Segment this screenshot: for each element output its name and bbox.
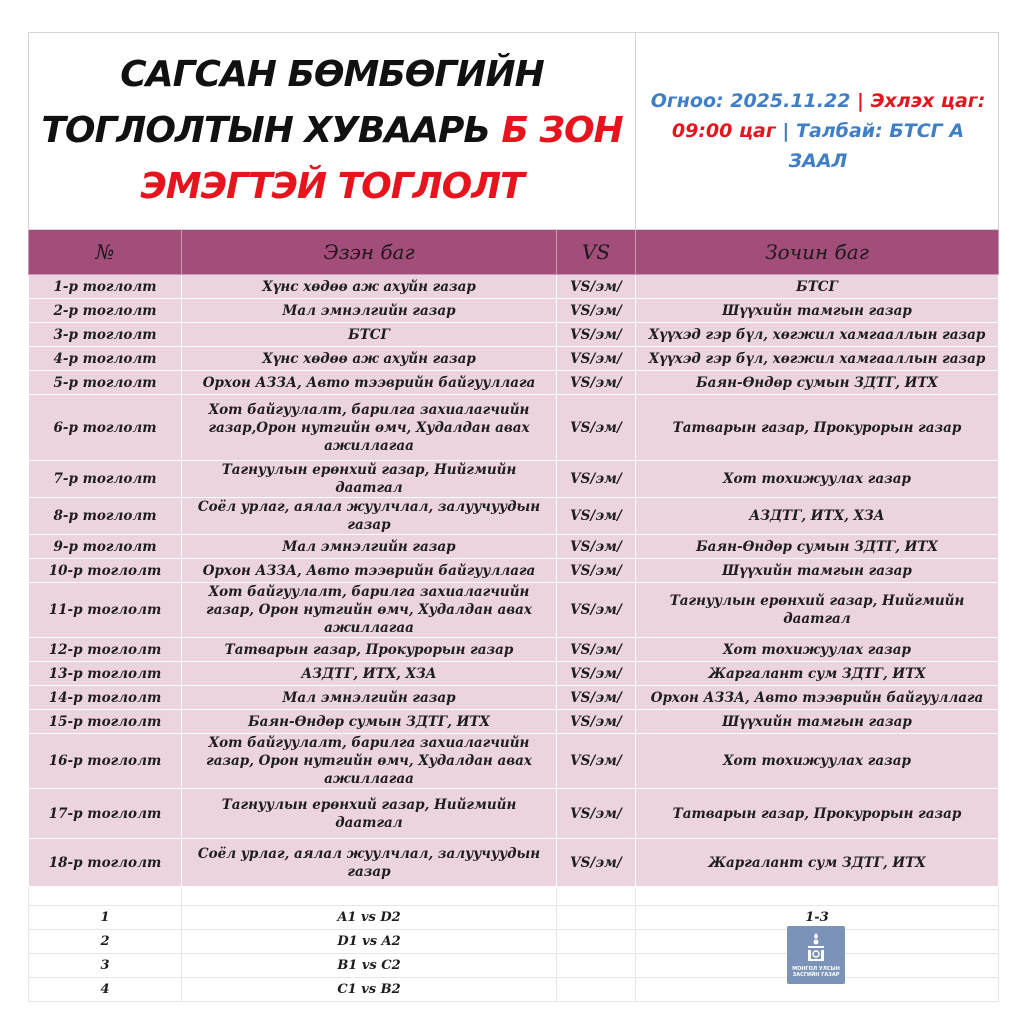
match-away-cell: Хүүхэд гэр бүл, хөгжил хамгааллын газар [636, 347, 999, 371]
match-num-cell: 5-р тоглолт [29, 371, 182, 395]
title-line-1: САГСАН БӨМБӨГИЙН [120, 54, 544, 95]
date-text: Огноо: 2025.11.22 [650, 90, 851, 112]
spacer-cell [557, 887, 636, 906]
match-home-cell: Мал эмнэлгийн газар [182, 535, 557, 559]
list-item [29, 930, 999, 954]
header-num: № [29, 230, 182, 275]
match-away-cell: Хот тохижуулах газар [636, 734, 999, 789]
match-num-cell: 9-р тоглолт [29, 535, 182, 559]
playoff-pair-cell: A1 vs D2 [182, 906, 557, 930]
match-num-cell: 17-р тоглолт [29, 789, 182, 839]
match-away-cell: Орхон АЗЗА, Авто тээврийн байгууллага [636, 686, 999, 710]
match-away-cell: Тагнуулын ерөнхий газар, Нийгмийн даатгал [636, 583, 999, 638]
match-vs-cell: VS/эм/ [557, 275, 636, 299]
list-item [29, 978, 999, 1002]
match-vs-cell: VS/эм/ [557, 461, 636, 498]
match-away-cell: Хот тохижуулах газар [636, 638, 999, 662]
playoff-num-cell: 1 [29, 906, 182, 930]
match-home-cell: Мал эмнэлгийн газар [182, 299, 557, 323]
match-num-cell: 10-р тоглолт [29, 559, 182, 583]
spacer-cell [636, 887, 999, 906]
match-away-cell: БТСГ [636, 275, 999, 299]
playoff-num-cell: 4 [29, 978, 182, 1002]
table-row [29, 299, 999, 323]
playoff-num-cell: 3 [29, 954, 182, 978]
match-home-cell: Хүнс хөдөө аж ахуйн газар [182, 347, 557, 371]
spacer-row [29, 887, 999, 906]
match-away-cell: АЗДТГ, ИТХ, ХЗА [636, 498, 999, 535]
match-home-cell: АЗДТГ, ИТХ, ХЗА [182, 662, 557, 686]
table-row [29, 559, 999, 583]
match-away-cell: Шүүхийн тамгын газар [636, 710, 999, 734]
table-row [29, 461, 999, 498]
match-away-cell: Хүүхэд гэр бүл, хөгжил хамгааллын газар [636, 323, 999, 347]
match-vs-cell: VS/эм/ [557, 559, 636, 583]
match-home-cell: Соёл урлаг, аялал жуулчлал, залуучуудын газар [182, 498, 557, 535]
match-vs-cell: VS/эм/ [557, 535, 636, 559]
match-vs-cell: VS/эм/ [557, 371, 636, 395]
match-home-cell: Хот байгуулалт, барилга захиалагчийн газар, Орон нутгийн өмч, Худалдан авах ажиллагаа [182, 583, 557, 638]
table-row [29, 839, 999, 887]
match-vs-cell: VS/эм/ [557, 347, 636, 371]
match-vs-cell: VS/эм/ [557, 638, 636, 662]
info-line-1 [642, 86, 994, 116]
match-home-cell: Орхон АЗЗА, Авто тээврийн байгууллага [182, 371, 557, 395]
match-list [29, 275, 999, 906]
match-num-cell: 14-р тоглолт [29, 686, 182, 710]
match-num-cell: 15-р тоглолт [29, 710, 182, 734]
playoff-pair-cell: B1 vs C2 [182, 954, 557, 978]
match-away-cell: Жаргалант сум ЗДТГ, ИТХ [636, 662, 999, 686]
header-vs: VS [557, 230, 636, 275]
table-row [29, 323, 999, 347]
title-line-3: ЭМЭГТЭЙ ТОГЛОЛТ [140, 166, 524, 207]
table-row [29, 686, 999, 710]
table-row [29, 535, 999, 559]
header-away: Зочин баг [636, 230, 999, 275]
schedule-sheet [28, 32, 998, 1002]
info-line-2 [642, 116, 994, 176]
match-home-cell: Татварын газар, Прокурорын газар [182, 638, 557, 662]
match-num-cell: 3-р тоглолт [29, 323, 182, 347]
list-item [29, 954, 999, 978]
match-num-cell: 4-р тоглолт [29, 347, 182, 371]
header-home: Эзэн баг [182, 230, 557, 275]
match-vs-cell: VS/эм/ [557, 299, 636, 323]
match-home-cell: Хот байгуулалт, барилга захиалагчийн газар, Орон нутгийн өмч, Худалдан авах ажиллагаа [182, 734, 557, 789]
match-vs-cell: VS/эм/ [557, 839, 636, 887]
match-vs-cell: VS/эм/ [557, 498, 636, 535]
table-row [29, 371, 999, 395]
match-home-cell: Хот байгуулалт, барилга захиалагчийн газар,Орон нутгийн өмч, Худалдан авах ажиллагаа [182, 395, 557, 461]
table-row [29, 275, 999, 299]
match-vs-cell: VS/эм/ [557, 662, 636, 686]
match-num-cell: 1-р тоглолт [29, 275, 182, 299]
start-time: 09:00 цаг [671, 120, 776, 142]
emblem-caption: МОНГОЛ УЛСЫН ЗАСГИЙН ГАЗАР [792, 966, 840, 978]
match-home-cell: Мал эмнэлгийн газар [182, 686, 557, 710]
spacer-cell [182, 887, 557, 906]
match-num-cell: 16-р тоглолт [29, 734, 182, 789]
playoff-vs-cell [557, 954, 636, 978]
match-home-cell: Тагнуулын ерөнхий газар, Нийгмийн даатгал [182, 789, 557, 839]
playoff-pair-cell: C1 vs B2 [182, 978, 557, 1002]
match-home-cell: БТСГ [182, 323, 557, 347]
match-num-cell: 13-р тоглолт [29, 662, 182, 686]
match-num-cell: 7-р тоглолт [29, 461, 182, 498]
match-num-cell: 18-р тоглолт [29, 839, 182, 887]
title-row [29, 33, 999, 230]
match-vs-cell: VS/эм/ [557, 395, 636, 461]
match-vs-cell: VS/эм/ [557, 686, 636, 710]
separator: | [850, 90, 871, 112]
match-vs-cell: VS/эм/ [557, 323, 636, 347]
match-num-cell: 8-р тоглолт [29, 498, 182, 535]
playoff-vs-cell [557, 906, 636, 930]
table-row [29, 734, 999, 789]
playoff-vs-cell [557, 930, 636, 954]
match-away-cell: Шүүхийн тамгын газар [636, 299, 999, 323]
event-info [636, 33, 999, 230]
match-home-cell: Тагнуулын ерөнхий газар, Нийгмийн даатгал [182, 461, 557, 498]
government-emblem [787, 926, 845, 984]
table-row [29, 583, 999, 638]
match-away-cell: Баян-Өндөр сумын ЗДТГ, ИТХ [636, 371, 999, 395]
table-row [29, 395, 999, 461]
list-item [29, 906, 999, 930]
schedule-table [28, 32, 999, 1002]
separator: | [775, 120, 796, 142]
match-away-cell: Жаргалант сум ЗДТГ, ИТХ [636, 839, 999, 887]
match-away-cell: Татварын газар, Прокурорын газар [636, 789, 999, 839]
table-row [29, 347, 999, 371]
playoff-result-cell: 1-3 [636, 906, 999, 930]
match-num-cell: 11-р тоглолт [29, 583, 182, 638]
match-vs-cell: VS/эм/ [557, 710, 636, 734]
match-away-cell: Хот тохижуулах газар [636, 461, 999, 498]
match-num-cell: 6-р тоглолт [29, 395, 182, 461]
match-home-cell: Баян-Өндөр сумын ЗДТГ, ИТХ [182, 710, 557, 734]
header-row [29, 230, 999, 275]
table-row [29, 662, 999, 686]
table-row [29, 710, 999, 734]
page-title [33, 47, 631, 215]
table-row [29, 638, 999, 662]
match-vs-cell: VS/эм/ [557, 734, 636, 789]
title-line-2-black: ТОГЛОЛТЫН ХУВААРЬ [41, 110, 502, 151]
match-away-cell: Шүүхийн тамгын газар [636, 559, 999, 583]
playoff-pair-cell: D1 vs A2 [182, 930, 557, 954]
match-num-cell: 2-р тоглолт [29, 299, 182, 323]
title-line-2 [33, 103, 631, 159]
match-away-cell: Баян-Өндөр сумын ЗДТГ, ИТХ [636, 535, 999, 559]
playoff-vs-cell [557, 978, 636, 1002]
table-row [29, 789, 999, 839]
soyombo-emblem-icon [807, 932, 825, 962]
spacer-cell [29, 887, 182, 906]
table-row [29, 498, 999, 535]
playoff-num-cell: 2 [29, 930, 182, 954]
title-block [29, 33, 636, 230]
venue-text: Талбай: БТСГ А ЗААЛ [788, 120, 965, 172]
match-num-cell: 12-р тоглолт [29, 638, 182, 662]
match-home-cell: Хүнс хөдөө аж ахуйн газар [182, 275, 557, 299]
start-label: Эхлэх цаг: [870, 90, 986, 112]
match-vs-cell: VS/эм/ [557, 583, 636, 638]
match-home-cell: Соёл урлаг, аялал жуулчлал, залуучуудын газар [182, 839, 557, 887]
match-away-cell: Татварын газар, Прокурорын газар [636, 395, 999, 461]
title-zone-label: Б ЗОН [501, 110, 623, 151]
playoff-list [29, 906, 999, 1002]
match-vs-cell: VS/эм/ [557, 789, 636, 839]
match-home-cell: Орхон АЗЗА, Авто тээврийн байгууллага [182, 559, 557, 583]
